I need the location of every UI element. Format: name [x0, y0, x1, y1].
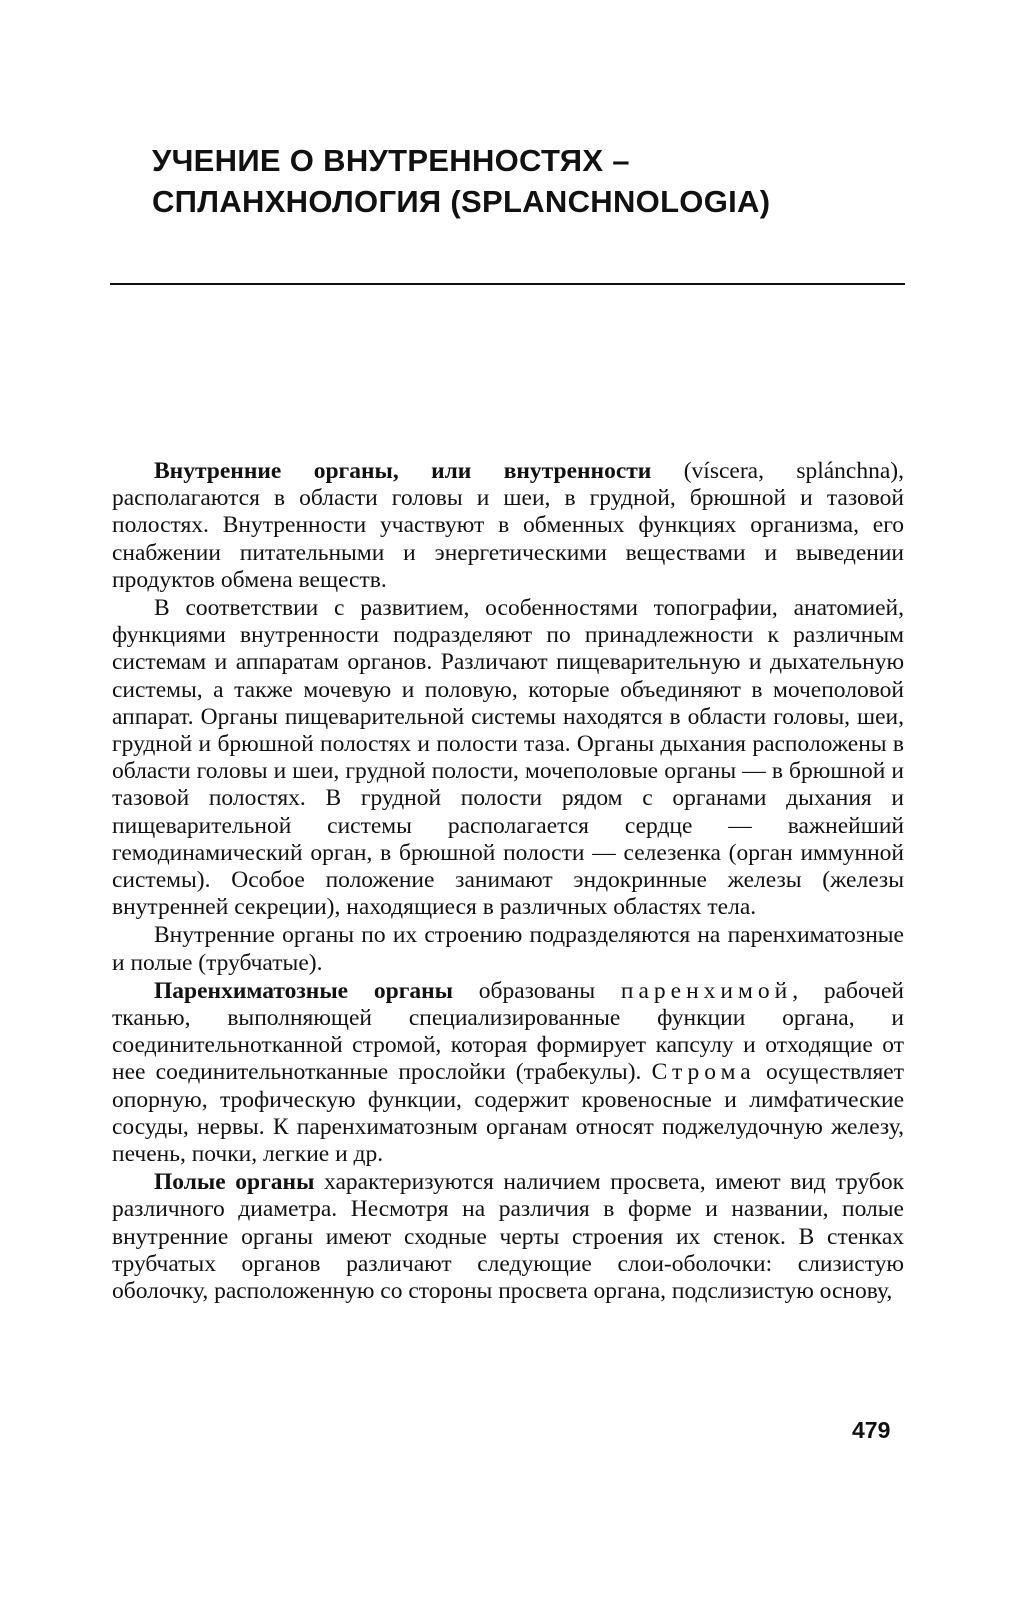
page-number: 479: [852, 1417, 891, 1443]
paragraph-4-text-b: , рабочей тканью, выполняющей специализированные функции органа, и соединительнотканной стромой, которая формирует капсулу и отходящие от нее соединительнотканные прослойки (трабекулы).: [112, 977, 904, 1086]
chapter-title-line-2: СПЛАНХНОЛОГИЯ (SPLANCHNOLOGIA): [152, 184, 771, 219]
paragraph-4: [112, 978, 904, 1168]
paragraph-4-text-a: образованы: [453, 977, 621, 1004]
spaced-term-stroma: Строма: [651, 1059, 756, 1086]
term-hollow-organs: Полые органы: [154, 1169, 315, 1196]
paragraph-3: [112, 922, 904, 976]
paragraph-1-text: (víscera, splánchna), располагаются в области головы и шеи, в грудной, брюшной и тазовой полостях. Внутренности участвуют в обменных функциях организма, его снабжении питательными и энергетическими веществами и выведении продуктов обмена веществ.: [112, 458, 904, 593]
term-parenchymal-organs: Паренхиматозные органы: [154, 977, 453, 1004]
chapter-title: [152, 140, 912, 222]
paragraph-5: [112, 1169, 904, 1305]
chapter-title-line-1: УЧЕНИЕ О ВНУТРЕННОСТЯХ –: [152, 143, 630, 178]
paragraph-3-text: Внутренние органы по их строению подразделяются на паренхиматозные и полые (трубчатые).: [112, 922, 904, 976]
body-text: [112, 458, 904, 1306]
paragraph-2-text: В соответствии с развитием, особенностями топографии, анатомией, функциями внутренности подразделяют по принадлежности к различным системам и аппаратам органов. Различают пищеварительную и дыхательную системы, а также мочевую и половую, которые объединяют в мочеполовой аппарат. Органы пищеварительной системы находятся в области головы, шеи, грудной и брюшной полостях и полости таза. Органы дыхания расположены в области головы и шеи, грудной полости, мочеполовые органы — в брюшной и тазовой полостях. В грудной полости рядом с органами дыхания и пищеварительной системы располагается сердце — важнейший гемодинамический орган, в брюшной полости — селезенка (орган иммунной системы). Особое положение занимают эндокринные железы (железы внутренней секреции), находящиеся в различных областях тела.: [112, 595, 904, 921]
term-viscera: Внутренние органы, или внутренности: [154, 458, 652, 484]
horizontal-rule: [110, 283, 905, 285]
paragraph-1: [112, 458, 904, 594]
spaced-term-parenchyma: паренхимой: [620, 977, 793, 1004]
paragraph-5-text: характеризуются наличием просвета, имеют вид трубок различного диаметра. Несмотря на различия в форме и названии, полые внутренние органы имеют сходные черты строения их стенок. В стенках трубчатых органов различают следующие слои-оболочки: слизистую оболочку, расположенную со стороны просвета органа, подслизистую основу,: [112, 1169, 905, 1305]
paragraph-4-text-c: осуществляет опорную, трофическую функции, содержит кровеносные и лимфатические сосуды, нервы. К паренхиматозным органам относят поджелудочную железу, печень, почки, легкие и др.: [112, 1059, 904, 1168]
paragraph-2: [112, 595, 904, 921]
